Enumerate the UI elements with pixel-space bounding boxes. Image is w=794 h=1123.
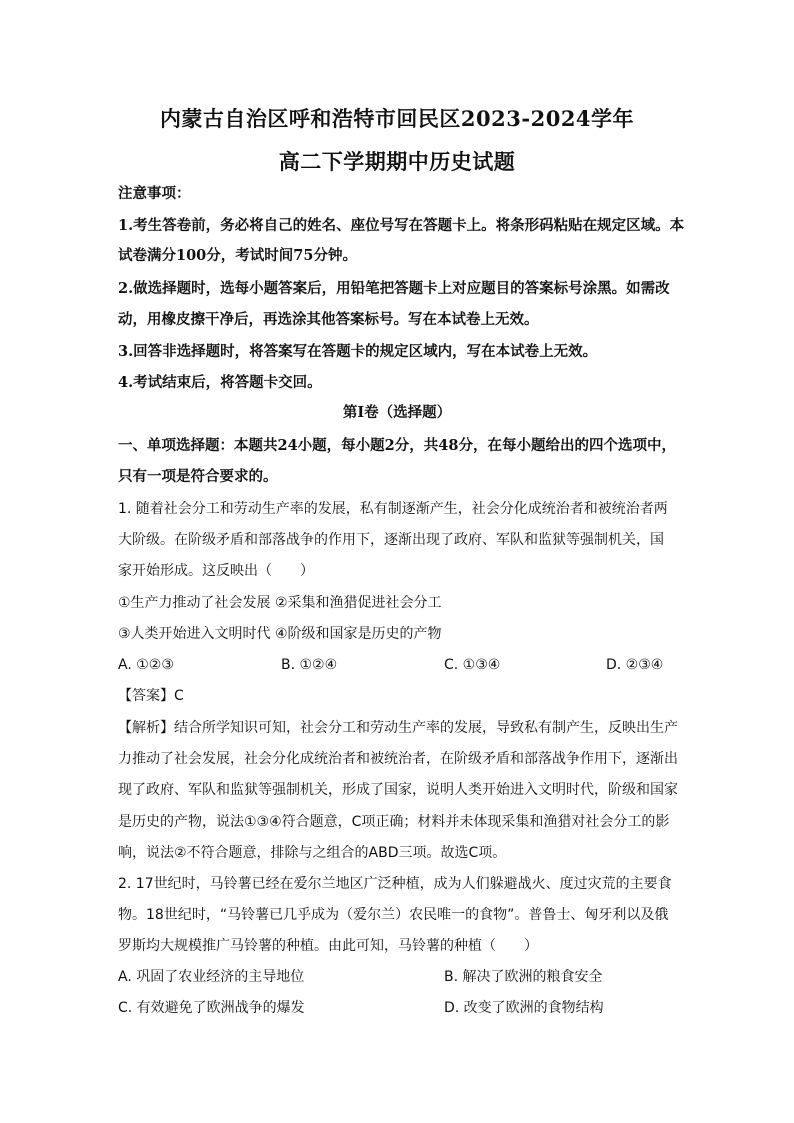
- section-title: 第Ⅰ卷（选择题）: [342, 404, 452, 421]
- notes-line: 动，用橡皮擦干净后，再选涂其他答案标号。写在本试卷上无效。: [118, 311, 539, 328]
- question-1-option-c: C. ①③④: [444, 657, 501, 673]
- question-1-explanation: 现了政府、军队和监狱等强制机关，形成了国家，说明人类开始进入文明时代，阶级和国家: [118, 782, 678, 798]
- question-1-stem: 家开始形成。这反映出（ ）: [118, 563, 314, 579]
- question-1-stem: 大阶级。在阶级矛盾和部落战争的作用下，逐渐出现了政府、军队和监狱等强制机关，国: [118, 532, 664, 548]
- question-1-explanation: 力推动了社会发展，社会分化成统治者和被统治者，在阶级矛盾和部落战争作用下，逐渐出: [118, 751, 678, 767]
- notes-line: 4.考试结束后，将答题卡交回。: [118, 374, 322, 391]
- question-2-stem: 物。18世纪时，“马铃薯已几乎成为（爱尔兰）农民唯一的食物”。普鲁士、匈牙利以及俄: [118, 907, 669, 923]
- section-intro: 只有一项是符合要求的。: [118, 468, 278, 485]
- notes-line: 1.考生答卷前，务必将自己的姓名、座位号写在答题卡上。将条形码粘贴在规定区域。本: [118, 217, 685, 234]
- question-1-answer: 【答案】C: [118, 688, 184, 704]
- notes-line: 3.回答非选择题时，将答案写在答题卡的规定区域内，写在本试卷上无效。: [118, 343, 598, 360]
- question-1-statement: ③人类开始进入文明时代 ④阶级和国家是历史的产物: [118, 626, 442, 642]
- notes-line: 试卷满分100分，考试时间75分钟。: [118, 247, 357, 264]
- question-1-option-b: B. ①②④: [281, 657, 338, 673]
- question-2-stem: 2. 17世纪时，马铃薯已经在爱尔兰地区广泛种植，成为人们躲避战火、度过灾荒的主要食: [118, 876, 672, 892]
- notes-line: 2.做选择题时，选每小题答案后，用铅笔把答题卡上对应题目的答案标号涂黑。如需改: [118, 280, 670, 297]
- question-2-option-a: A. 巩固了农业经济的主导地位: [118, 969, 305, 985]
- question-1-statement: ①生产力推动了社会发展 ②采集和渔猎促进社会分工: [118, 595, 442, 611]
- question-2-option-d: D. 改变了欧洲的食物结构: [444, 1000, 604, 1016]
- question-2-option-b: B. 解决了欧洲的粮食安全: [444, 969, 603, 985]
- question-1-explanation: 响，说法②不符合题意，排除与之组合的ABD三项。故选C项。: [118, 845, 507, 861]
- question-1-option-a: A. ①②③: [118, 657, 174, 673]
- question-1-explanation: 是历史的产物，说法①③④符合题意，C项正确；材料并未体现采集和渔猎对社会分工的影: [118, 814, 670, 830]
- notes-heading: 注意事项：: [118, 185, 191, 202]
- question-1-option-d: D. ②③④: [606, 657, 664, 673]
- question-1-explanation: 【解析】结合所学知识可知，社会分工和劳动生产率的发展，导致私有制产生，反映出生产: [118, 720, 678, 736]
- question-2-stem: 罗斯均大规模推广马铃薯的种植。由此可知，马铃薯的种植（ ）: [118, 938, 538, 954]
- question-1-stem: 1. 随着社会分工和劳动生产率的发展，私有制逐渐产生，社会分化成统治者和被统治者两: [118, 501, 668, 517]
- section-intro: 一、单项选择题：本题共24小题，每小题2分，共48分，在每小题给出的四个选项中，: [118, 437, 676, 454]
- exam-title-line2: 高二下学期期中历史试题: [278, 149, 516, 174]
- exam-title-line1: 内蒙古自治区呼和浩特市回民区2023-2024学年: [159, 106, 635, 131]
- question-2-option-c: C. 有效避免了欧洲战争的爆发: [118, 1000, 305, 1016]
